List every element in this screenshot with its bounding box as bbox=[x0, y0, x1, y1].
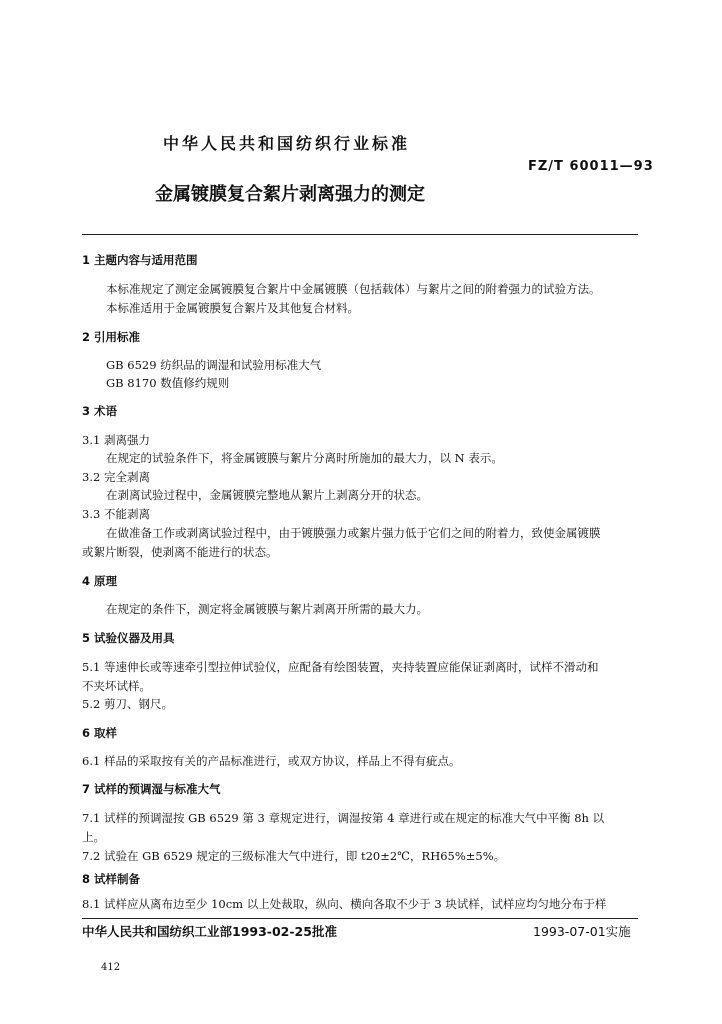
issuer-approval: 中华人民共和国纺织工业部1993-02-25批准 bbox=[82, 924, 337, 939]
document-title: 金属镀膜复合絮片剥离强力的测定 bbox=[155, 184, 425, 205]
section-5-2-text: 5.2 剪刀、钢尺。 bbox=[82, 697, 173, 711]
section-3-1-text: 在规定的试验条件下，将金属镀膜与絮片分离时所施加的最大力，以 N 表示。 bbox=[106, 451, 503, 465]
section-3-3-text-line-2: 或絮片断裂，使剥离不能进行的状态。 bbox=[82, 545, 278, 559]
section-6-heading: 6 取样 bbox=[82, 726, 118, 740]
section-3-3-heading: 3.3 不能剥离 bbox=[82, 507, 150, 521]
section-3-3-text-line-1: 在做准备工作或剥离试验过程中，由于镀膜强力或絮片强力低于它们之间的附着力，致使金属镀膜 bbox=[106, 526, 601, 540]
reference-gb8170: GB 8170 数值修约规则 bbox=[106, 376, 230, 390]
top-divider bbox=[82, 234, 638, 235]
section-1-heading: 1 主题内容与适用范围 bbox=[82, 253, 198, 267]
bottom-divider bbox=[82, 918, 638, 919]
standard-code: FZ/T 60011—93 bbox=[528, 159, 654, 174]
section-3-1-heading: 3.1 剥离强力 bbox=[82, 433, 150, 447]
section-6-1-text: 6.1 样品的采取按有关的产品标准进行，或双方协议，样品上不得有疵点。 bbox=[82, 754, 461, 768]
section-7-2-text: 7.2 试验在 GB 6529 规定的三级标准大气中进行，即 t20±2℃，RH65%±5%。 bbox=[82, 849, 506, 863]
section-7-1-text-line-2: 上。 bbox=[82, 830, 105, 844]
section-5-heading: 5 试验仪器及用具 bbox=[82, 631, 175, 645]
page-number: 412 bbox=[101, 962, 121, 973]
section-8-1-text: 8.1 试样应从离布边至少 10cm 以上处裁取，纵向、横向各取不少于 3 块试样，试样应均匀地分布于样 bbox=[82, 897, 607, 911]
section-5-1-text-line-1: 5.1 等速伸长或等速牵引型拉伸试验仪，应配备有绘图装置，夹持装置应能保证剥离时，试样不滑动和 bbox=[82, 660, 599, 674]
section-3-2-heading: 3.2 完全剥离 bbox=[82, 470, 150, 484]
section-2-heading: 2 引用标准 bbox=[82, 330, 141, 344]
section-3-heading: 3 术语 bbox=[82, 404, 118, 418]
effective-date: 1993-07-01实施 bbox=[533, 924, 631, 939]
section-8-heading: 8 试样制备 bbox=[82, 872, 141, 886]
standard-category-title: 中华人民共和国纺织行业标准 bbox=[163, 134, 411, 153]
section-4-heading: 4 原理 bbox=[82, 574, 118, 588]
section-7-heading: 7 试样的预调湿与标准大气 bbox=[82, 782, 221, 796]
section-4-text: 在规定的条件下，测定将金属镀膜与絮片剥离开所需的最大力。 bbox=[106, 602, 428, 616]
section-5-1-text-line-2: 不夹坏试样。 bbox=[82, 679, 151, 693]
section-1-paragraph-1: 本标准规定了测定金属镀膜复合絮片中金属镀膜（包括载体）与絮片之间的附着强力的试验方法。 bbox=[106, 282, 601, 296]
section-7-1-text-line-1: 7.1 试样的预调湿按 GB 6529 第 3 章规定进行，调湿按第 4 章进行或在规定的标准大气中平衡 8h 以 bbox=[82, 811, 605, 825]
section-1-paragraph-2: 本标准适用于金属镀膜复合絮片及其他复合材料。 bbox=[106, 301, 359, 315]
section-3-2-text: 在剥离试验过程中，金属镀膜完整地从絮片上剥离分开的状态。 bbox=[106, 488, 428, 502]
reference-gb6529: GB 6529 纺织品的调湿和试验用标准大气 bbox=[106, 358, 322, 372]
